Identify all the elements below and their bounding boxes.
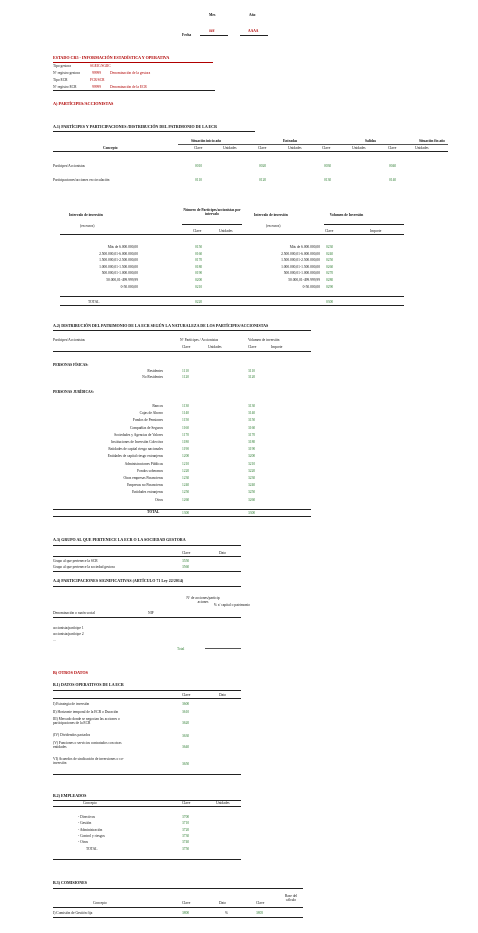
b3-title: B.3) COMISIONES <box>53 880 88 885</box>
juridicas-row-label: Entidades de capital riesgo extranjeras <box>107 454 163 459</box>
juridicas-code-2: 3180 <box>248 440 256 444</box>
tipo-ecr-label: Tipo ECR <box>53 78 68 82</box>
juridicas-code-2: 3190 <box>248 447 256 452</box>
registro-gestora-value[interactable]: 99999 <box>92 71 101 75</box>
b1-h-dato: Dato <box>219 693 226 697</box>
interval-range-2: 50.000,01-499.999,99 <box>288 278 320 282</box>
juridicas-code-2: 3160 <box>248 425 256 430</box>
section-a-title: A) PARTÍCIPES/ACCIONISTAS <box>53 101 114 106</box>
estado-title: ESTADO CR5 - INFORMACIÓN ESTADÍSTICA Y OPERATIVA <box>53 55 170 60</box>
b1-h-clave: Clave <box>182 693 191 697</box>
interval-header: Intervalo de inversión <box>69 213 103 217</box>
juridicas-code-1: 1240 <box>182 483 190 488</box>
a2-h-clave-2: Clave <box>248 345 257 349</box>
empleados-row-label: - Directivos <box>78 815 96 819</box>
interval-range-2: 2.500.000,01-6.000.000,00 <box>281 251 320 256</box>
tipo-gestora-label: Tipo gestora <box>53 64 71 68</box>
num-participes-header: Número de Partícipes/accionistas por intervalo <box>183 208 241 217</box>
a2-col1: Partícipes/Accionistas <box>53 338 85 342</box>
b2-title: B.2) EMPLEADOS <box>53 793 87 798</box>
interval-range-2: Más de 6.000.000,00 <box>289 245 320 249</box>
b3-h-base: Base del cálculo <box>284 894 298 903</box>
b3-row-pct: % <box>225 911 228 915</box>
a1b-h-importe: Importe <box>370 229 382 233</box>
a3-code: 3560 <box>182 565 190 569</box>
registro-ecr-desc[interactable]: Denominación de la ECR <box>110 85 147 89</box>
empleados-row-label: - Administración <box>78 827 103 832</box>
personas-fisicas-label: PERSONAS FÍSICAS: <box>53 363 89 367</box>
a1-h-clave-1: Clave <box>194 146 203 150</box>
juridicas-row-label: Compañías de Seguros <box>130 425 163 430</box>
b2-h-unidades: Unidades <box>216 801 230 805</box>
a4-total: Total <box>177 647 185 651</box>
fisicas-row-label: No Residentes <box>142 375 163 379</box>
a3-row-scr: Grupo al que pertenece la SCR <box>53 559 98 563</box>
interval-code-1: 0170 <box>195 258 203 263</box>
fisicas-code-2: 3110 <box>248 369 256 373</box>
anio-label: Año <box>249 13 256 17</box>
b2-h-concepto: Concepto <box>83 801 97 805</box>
interval-code-2: 0230 <box>326 245 334 249</box>
a1-row-participaciones: Participaciones/acciones en circulación <box>53 178 110 182</box>
a3-code: 3550 <box>182 559 190 563</box>
interval-code-1: 0190 <box>195 271 203 276</box>
a2-title: A.2) DISTRIBUCIÓN DEL PATRIMONIO DE LA ECR SEGÚN LA NATURALEZA DE LOS PARTÍCIPES/ACCIONISTAS <box>53 323 269 328</box>
interval-range: 50.000,01-499.999,99 <box>106 278 138 282</box>
b1-code: 3620 <box>182 721 190 725</box>
empleados-code: 3710 <box>182 821 190 826</box>
b3-row-code-1: 3800 <box>182 911 190 915</box>
interval-code-2: 0280 <box>326 278 334 282</box>
b3-h-concepto: Concepto <box>93 901 107 905</box>
mes-label: Mes <box>209 13 216 17</box>
fisicas-code-2: 3120 <box>248 375 256 379</box>
juridicas-code-2: 3170 <box>248 432 256 437</box>
juridicas-code-1: 1170 <box>182 432 190 437</box>
a3-row-gestora: Grupo al que pertenece la sociedad gestora <box>53 565 115 569</box>
fisicas-code-1: 1110 <box>182 369 189 373</box>
juridicas-code-2: 3260 <box>248 497 256 502</box>
a1-h-clave-4: Clave <box>388 146 397 150</box>
a4-row-2[interactable]: accionista/partícipe 2 <box>53 632 84 636</box>
b2-h-clave: Clave <box>182 801 191 805</box>
interval-header-2: Intervalo de inversión <box>254 213 288 217</box>
a1-group-salidas: Salidas <box>365 139 376 143</box>
juridicas-code-1: 1250 <box>182 490 190 495</box>
b3-row-label: I) Comisión de Gestión fija <box>53 911 93 915</box>
juridicas-row-label: Cajas de Ahorro <box>139 411 163 416</box>
fecha-label: Fecha <box>182 33 192 37</box>
interval-code-2: 0270 <box>326 271 334 276</box>
b1-code: 3640 <box>182 745 190 749</box>
juridicas-code-2: 3250 <box>248 490 256 495</box>
a2-col3: Volumen de inversión <box>248 338 280 342</box>
empleados-code: 3730 <box>182 833 190 838</box>
a4-row-3: ... <box>53 638 56 642</box>
interval-code-2: 0290 <box>326 284 334 289</box>
empleados-row-label: - Otros <box>78 840 89 845</box>
juridicas-code-2: 3230 <box>248 476 256 480</box>
registro-ecr-label: Nº registro ECR <box>53 85 77 89</box>
interval-range: 1.500.000,01-2.500.000,00 <box>99 258 138 263</box>
a1-concepto: Concepto <box>103 146 118 150</box>
tipo-ecr-value[interactable]: FCR/SCR <box>90 78 105 82</box>
b1-row-label: II) Horizonte temporal de la ECR o Duración <box>53 710 119 714</box>
a4-h-pct: % s/ capital o patrimonio <box>213 603 251 607</box>
b1-row-label: III) Mercado donde se negocian las acciones o participaciones de la ECR <box>53 717 120 726</box>
juridicas-row-label: Instituciones de Inversión Colectiva <box>111 440 163 444</box>
a3-title: A.3) GRUPO AL QUE PERTENECE LA ECR O LA SOCIEDAD GESTORA <box>53 537 186 542</box>
registro-gestora-label: Nº registro gestora <box>53 71 80 75</box>
b1-code: 3650 <box>182 762 190 766</box>
a1-code: 0040 <box>389 164 397 168</box>
a1b-h-unidades: Unidades <box>219 229 233 233</box>
empleados-code: 3700 <box>182 815 190 819</box>
a1-row-participes: Partícipes/Accionistas <box>53 164 85 168</box>
juridicas-row-label: Otros <box>155 497 163 502</box>
juridicas-row-label: Fondos soberanos <box>137 468 163 473</box>
a1-group-fin: Situación fin año <box>419 139 445 143</box>
juridicas-code-1: 1220 <box>182 468 190 473</box>
b1-row-label: (V) Funciones o servicios contratados con otras entidades <box>53 741 122 750</box>
interval-range-2: 1.500.000,01-2.500.000,00 <box>281 258 320 263</box>
juridicas-code-2: 3240 <box>248 483 256 488</box>
a1-group-entradas: Entradas <box>283 139 298 143</box>
interval-code-2: 0260 <box>326 264 334 269</box>
mes-value[interactable]: ### <box>209 29 215 33</box>
interval-euros-2: (en euros) <box>266 224 281 228</box>
empleados-code: 3720 <box>182 827 190 832</box>
interval-code-2: 0250 <box>326 258 334 263</box>
interval-total-code-1: 0220 <box>195 300 203 304</box>
interval-range: 0-50.000,00 <box>120 284 138 289</box>
a1b-h-clave-2: Clave <box>325 229 334 233</box>
juridicas-code-2: 3220 <box>248 468 256 473</box>
interval-code-1: 0200 <box>195 278 203 282</box>
personas-juridicas-label: PERSONAS JURÍDICAS: <box>53 390 94 394</box>
juridicas-row-label: Sociedades y Agencias de Valores <box>114 432 163 437</box>
b3-row-code-2: 3805 <box>256 911 264 915</box>
juridicas-code-1: 1160 <box>182 425 190 430</box>
interval-euros: (en euros) <box>80 224 95 228</box>
b1-title: B.1) DATOS OPERATIVOS DE LA ECR <box>53 682 124 687</box>
juridicas-code-1: 1200 <box>182 454 190 459</box>
juridicas-code-1: 1230 <box>182 476 190 480</box>
registro-ecr-value[interactable]: 99999 <box>92 85 101 89</box>
b1-code: 3600 <box>182 702 190 706</box>
juridicas-row-label: Administraciones Públicas <box>124 461 163 466</box>
a1-code: 0140 <box>389 178 397 182</box>
empleados-row-label: TOTAL <box>86 846 98 851</box>
juridicas-row-label: Entidades de capital riesgo nacionales <box>108 447 163 452</box>
empleados-row-label: - Gestión <box>78 821 92 826</box>
juridicas-code-2: 3150 <box>248 418 256 423</box>
a1-code: 0120 <box>259 178 267 182</box>
a1-code: 0030 <box>324 164 332 168</box>
interval-range-2: 0-50.000,00 <box>302 284 320 289</box>
interval-code-1: 0160 <box>195 251 203 256</box>
juridicas-row-label: Otras empresas Financieras <box>123 476 163 480</box>
a1-h-unid-1: Unidades <box>223 146 237 150</box>
a1-code: 0010 <box>195 164 203 168</box>
a4-h-nif: NIF <box>148 611 154 615</box>
b3-h-clave-2: Clave <box>256 901 265 905</box>
a1-group-inicio: Situación inicio año <box>191 139 222 143</box>
empleados-row-label: - Control y riesgos <box>78 833 105 838</box>
juridicas-code-1: 1150 <box>182 418 190 423</box>
b3-h-dato: Dato <box>219 901 226 905</box>
a1-h-clave-3: Clave <box>322 146 331 150</box>
juridicas-code-2: 3210 <box>248 461 256 466</box>
a4-h-num: Nº de acciones/particip aciones <box>186 596 220 605</box>
interval-code-1: 0210 <box>195 284 203 289</box>
anio-value[interactable]: AAAA <box>248 29 259 33</box>
juridicas-code-2: 3200 <box>248 454 256 459</box>
juridicas-row-label: Empresas no Financieras <box>127 483 163 488</box>
a1-h-unid-2: Unidades <box>288 146 302 150</box>
interval-code-2: 0240 <box>326 251 334 256</box>
b1-code: 3610 <box>182 710 190 714</box>
empleados-code: 3750 <box>182 846 190 851</box>
b3-h-clave: Clave <box>182 901 191 905</box>
fisicas-row-label: Residentes <box>147 369 163 373</box>
interval-range: Más de 6.000.000,00 <box>107 245 138 249</box>
a1-h-unid-3: Unidades <box>352 146 366 150</box>
a2-total-label: TOTAL <box>147 510 160 514</box>
a2-h-unidades: Unidades <box>208 345 222 349</box>
interval-total-code-2: 0300 <box>326 300 334 304</box>
juridicas-code-2: 3130 <box>248 404 256 408</box>
juridicas-row-label: Entidades extranjeras <box>132 490 163 495</box>
a2-total-code-2: 3300 <box>248 511 256 515</box>
juridicas-code-2: 3140 <box>248 411 256 416</box>
a4-h-denom: Denominación o razón social <box>53 611 96 615</box>
a2-h-clave: Clave <box>182 345 191 349</box>
juridicas-row-label: Bancos <box>152 404 163 408</box>
registro-gestora-desc[interactable]: Denominación de la gestora <box>110 71 151 75</box>
a2-total-code-1: 1300 <box>182 511 190 515</box>
juridicas-code-1: 1180 <box>182 440 190 444</box>
a3-h-clave: Clave <box>182 551 191 555</box>
juridicas-code-1: 1130 <box>182 404 190 408</box>
juridicas-code-1: 1190 <box>182 447 190 452</box>
b1-row-label: VI) Acuerdos de sindicación de inversiones o co-inversión <box>53 757 124 766</box>
a3-h-dato: Dato <box>219 551 226 555</box>
interval-range: 1.000.000,01-1.500.000,00 <box>99 264 138 269</box>
fisicas-code-1: 1120 <box>182 375 190 379</box>
b1-code: 3630 <box>182 734 190 738</box>
a1b-h-clave: Clave <box>193 229 202 233</box>
a1-h-unid-4: Unidades <box>415 146 429 150</box>
a1-title: A.1) PARTÍCIPES Y PARTICIPACIONES /DISTRIBUCIÓN DEL PATRIMONIO DE LA ECR <box>53 124 217 129</box>
interval-range-2: 1.000.000,01-1.500.000,00 <box>281 264 320 269</box>
interval-range: 2.500.000,01-6.000.000,00 <box>99 251 138 256</box>
a1-code: 0020 <box>259 164 267 168</box>
empleados-code: 3740 <box>182 840 190 845</box>
interval-total-label: TOTAL <box>88 300 100 304</box>
juridicas-code-1: 1260 <box>182 497 190 502</box>
interval-code-1: 0180 <box>195 264 203 269</box>
interval-range-2: 500.000,01-1.000.000,00 <box>283 271 320 276</box>
b1-row-label: (IV) Dividendos pactados <box>53 733 91 737</box>
juridicas-code-1: 1210 <box>182 461 190 466</box>
interval-range: 500.000,01-1.000.000,00 <box>101 271 138 276</box>
section-b-title: B) OTROS DATOS <box>53 670 88 675</box>
a4-row-1[interactable]: accionista/partícipe 1 <box>53 626 84 630</box>
a1-code: 0130 <box>324 178 332 182</box>
volumen-header: Volumen de Inversión <box>329 213 364 217</box>
a1-h-clave-2: Clave <box>258 146 267 150</box>
juridicas-code-1: 1140 <box>182 411 190 416</box>
a2-h-importe: Importe <box>271 345 283 349</box>
a1-code: 0110 <box>195 178 203 182</box>
a4-title: A.4) PARTICIPACIONES SIGNIFICATIVAS (ARTÍCULO 71 Ley 22/2014) <box>53 578 184 583</box>
interval-code-1: 0150 <box>195 245 203 249</box>
a2-col2: Nº Partícipes / Accionistas <box>180 338 219 342</box>
tipo-gestora-value[interactable]: SGEIC/SGIIC <box>90 64 111 68</box>
b1-row-label: I) Estrategia de inversión <box>53 702 90 706</box>
juridicas-row-label: Fondos de Pensiones <box>132 418 163 423</box>
